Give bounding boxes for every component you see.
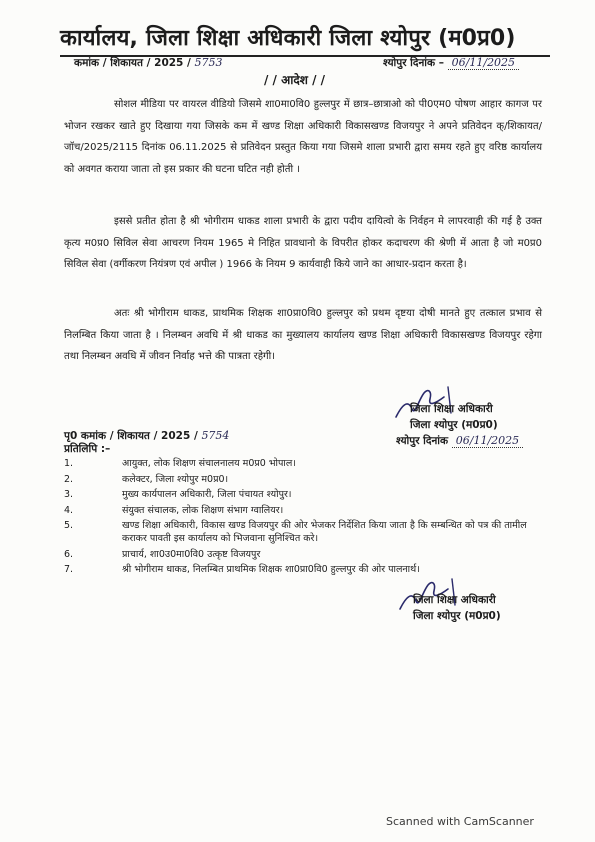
signature-1-date-label: श्योपुर दिनांक xyxy=(396,435,449,447)
list-item-text: मुख्य कार्यपालन अधिकारी, जिला पंचायत श्योपुर। xyxy=(122,489,292,500)
list-item xyxy=(64,563,544,576)
list-item xyxy=(64,488,544,501)
order-paragraph-3: अतः श्री भोगीराम धाकड, प्राथमिक शिक्षक शा0प्रा0वि0 हुल्लपुर को प्रथम दृष्टया दोषी मानते हुए तत्काल प्रभाव से निलम्बित किया जाता है । निलम्बन अवधि में श्री धाकड का मुख्यालय कार्यालय खण्ड शिक्षा अधिकारी विकासखण्ड विजयपुर रहेगा तथा निलम्बन अवधि में जीवन निर्वाह भत्ते की पात्रता रहेगी। xyxy=(64,308,542,362)
list-item-number: 2. xyxy=(64,473,74,485)
signature-block-2 xyxy=(413,592,501,624)
list-item-number: 1. xyxy=(64,458,74,469)
copy-recipient-list xyxy=(64,457,544,579)
signature-block-1 xyxy=(396,401,523,449)
reference-handwritten-number: 5753 xyxy=(194,56,223,69)
copy-reference-label: पृ0 कमांक / शिकायत / 2025 / xyxy=(64,430,198,442)
list-item xyxy=(64,457,544,470)
order-paragraph-1: सोशल मीडिया पर वायरल वीडियो जिसमे शा0मा0वि0 हुल्लपुर में छात्र–छात्राओ को पी0एम0 पोषण आहार कागज पर भोजन रखकर खाते हुए दिखाया गया जिसके कम में खण्ड शिक्षा अधिकारी विकासखण्ड विजयपुर ने अपने प्रतिवेदन क्/शिकायत/जॉच/2025/2115 दिनांक 06.11.2025 से प्रतिवेदन प्रस्तुत किया गया जिसमे शाला प्रभारी द्वारा समय रहते हुए वरिष्ठ कार्यालय को अवगत कराया जाता तो इस प्रकार की घटना घटित नही होती । xyxy=(64,99,542,175)
list-item-text: आयुक्त, लोक शिक्षण संचालनालय म0प्र0 भोपाल। xyxy=(122,458,296,469)
signature-1-title: जिला शिक्षा अधिकारी xyxy=(410,403,493,415)
list-item xyxy=(64,548,544,561)
list-item-number: 7. xyxy=(64,564,74,575)
signature-2-title: जिला शिक्षा अधिकारी xyxy=(413,594,496,606)
list-item xyxy=(64,504,544,517)
reference-handwritten-date: 06/11/2025 xyxy=(448,56,519,70)
list-item-text: प्राचार्य, शा0उ0मा0वि0 उत्कृष्ट विजयपुर xyxy=(122,548,261,560)
list-item-text: खण्ड शिक्षा अधिकारी, विकास खण्ड विजयपुर की ओर भेजकर निर्देशित किया जाता है कि सम्बन्धित को पत्र की तामील कराकर पावती इस कार्यालय को भिजवाना सुनिश्चित करे। xyxy=(122,520,527,544)
list-item-text: कलेक्टर, जिला श्योपुर म0प्र0। xyxy=(122,473,229,485)
list-item-number: 6. xyxy=(64,548,74,560)
list-item-text: संयुक्त संचालक, लोक शिक्षण संभाग ग्वालियर। xyxy=(122,504,284,516)
reference-date-label: श्योपुर दिनांक – xyxy=(383,57,444,69)
signature-1-date xyxy=(396,433,523,449)
reference-date xyxy=(383,56,519,70)
list-item xyxy=(64,519,544,545)
office-header: कार्यालय, जिला शिक्षा अधिकारी जिला श्योपुर (म0प्र0) xyxy=(60,22,550,57)
order-paragraph-2: इससे प्रतीत होता है श्री भोगीराम धाकड शाला प्रभारी के द्वारा पदीय दायित्वो के निर्वहन मे लापरवाही की गई है उक्त कृत्य म0प्र0 सिविल सेवा आचरण नियम 1965 मे निहित प्रावधानो के विपरीत होकर कदाचरण की श्रेणी में आता है जो म0प्र0 सिविल सेवा (वर्गीकरण नियंत्रण एवं अपील ) 1966 के नियम 9 कार्यवाही किये जाने का आधार-प्रदान करता है। xyxy=(64,216,542,270)
reference-label: कमांक / शिकायत / 2025 / xyxy=(74,57,191,69)
list-item-number: 3. xyxy=(64,489,74,500)
signature-2-district: जिला श्योपुर (म0प्र0) xyxy=(413,610,501,622)
list-item-number: 5. xyxy=(64,520,74,531)
copy-label: प्रतिलिपि :– xyxy=(64,443,111,455)
signature-1-district: जिला श्योपुर (म0प्र0) xyxy=(410,419,498,431)
scanner-watermark: Scanned with CamScanner xyxy=(386,815,534,828)
list-item-text: श्री भोगीराम धाकड, निलम्बित प्राथमिक शिक्षक शा0प्रा0वि0 हुल्लपुर की ओर पालनार्थ। xyxy=(122,564,420,575)
list-item xyxy=(64,473,544,486)
signature-1-handwritten-date: 06/11/2025 xyxy=(452,434,523,448)
copy-reference-number xyxy=(64,429,229,443)
reference-number xyxy=(74,56,223,70)
order-title: / / आदेश / / xyxy=(264,73,326,87)
list-item-number: 4. xyxy=(64,504,74,516)
copy-handwritten-number: 5754 xyxy=(201,429,230,442)
